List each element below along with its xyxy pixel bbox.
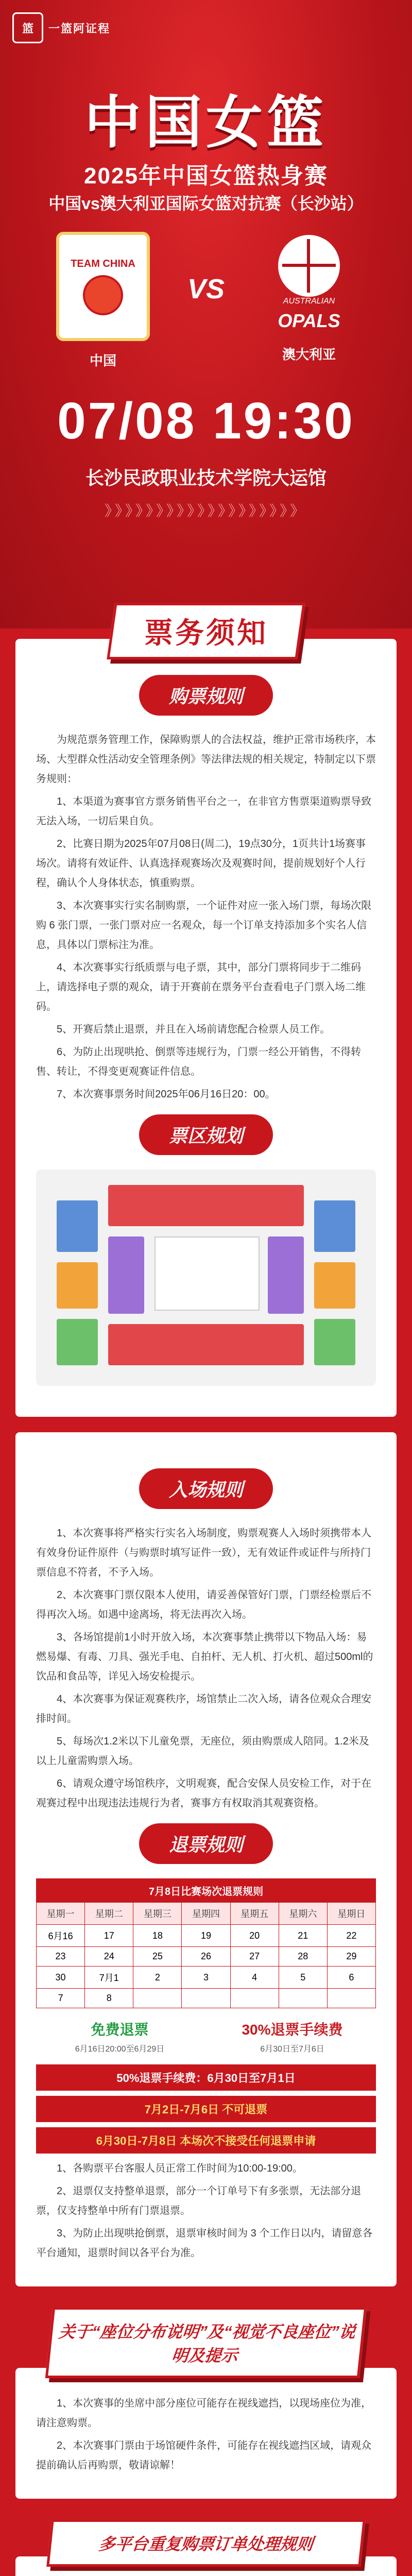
refund-rules-title: 退票规则 [139, 1823, 273, 1864]
weekday: 星期六 [279, 1903, 327, 1925]
seat-zone [57, 1262, 98, 1309]
home-team-name: 中国 [89, 353, 116, 368]
refund-tiers [36, 2015, 376, 2057]
date-cell: 6 [327, 1967, 375, 1989]
ticket-notice-banner [107, 603, 305, 659]
rule-item: 2、比赛日期为2025年07月08日(周二)，19点30分，1页共计1场赛事场次。请将有效证件、认真选择观赛场次及观赛时间，提前规划好个人行程，确认个人身体状态，慎重购票。 [36, 838, 366, 889]
date-cell: 7 [37, 1989, 85, 2008]
date-cell: 5 [279, 1967, 327, 1989]
date-cell: 7月1 [85, 1967, 133, 1989]
refund-calendar [36, 1878, 376, 2008]
brand [12, 12, 110, 43]
rule-item: 6、请观众遵守场馆秩序，文明观赛，配合安保人员安检工作，对于在观赛过程中出现违法违规行为者，赛事方有权取消其观赛资格。 [36, 1778, 372, 1809]
basketball-court [154, 1236, 260, 1311]
rule-item: 3、本次赛事实行实名制购票，一个证件对应一张入场门票，每场次限购 6 张门票，一张门票对应一名观众，每一个订单支持添加多个实名人信息，具体以门票标注为准。 [36, 900, 372, 951]
hero-match-title: 中国vs澳大利亚国际女篮对抗赛（长沙站） [48, 194, 364, 213]
weekday: 星期五 [230, 1903, 279, 1925]
rule-item: 5、开赛后禁止退票，并且在入场前请您配合检票人员工作。 [57, 1024, 331, 1035]
rule-item: 1、各购票平台客服人员正常工作时间为10:00-19:00。 [57, 2163, 303, 2174]
free-refund [36, 2015, 203, 2057]
seat-zone [108, 1236, 144, 1314]
brand-logo-icon: 篮 [12, 12, 43, 43]
crest-text: TEAM CHINA [71, 258, 135, 269]
rule-item: 1、本渠道为赛事官方票务销售平台之一，在非官方售票渠道购票导致无法入场，一切后果自负。 [36, 796, 372, 827]
date-cell: 3 [182, 1967, 230, 1989]
seat-zone [108, 1185, 304, 1226]
seat-zone [314, 1200, 355, 1252]
calendar-caption: 7月8日比赛场次退票规则 [37, 1879, 376, 1903]
brand-name: 一篮阿证程 [48, 22, 111, 35]
weekday: 星期一 [37, 1903, 85, 1925]
purchase-rules-card [15, 639, 397, 1417]
main-content [0, 603, 412, 2576]
rule-item: 2、本次赛事门票由于场馆硬件条件，可能存在视线遮挡区域，请观众提前确认后再购票，敬请谅解！ [36, 2440, 372, 2471]
crest-small-text: AUSTRALIAN [283, 297, 335, 306]
arrows-decoration: 》》》》》》》》》》》》》》》》》》》 [104, 503, 307, 519]
date-cell: 23 [37, 1947, 85, 1967]
seat-zone [268, 1236, 304, 1314]
date-cell [279, 1989, 327, 2008]
rule-item: 3、各场馆提前1小时开放入场，本次赛事禁止携带以下物品入场：易燃易爆、有毒、刀具、强光手电、自拍杆、无人机、打火机、超过500ml的饮品和食品等，详见入场安检提示。 [36, 1632, 373, 1682]
date-cell: 20 [230, 1925, 279, 1947]
basketball-icon [278, 235, 340, 297]
date-cell: 24 [85, 1947, 133, 1967]
date-cell: 4 [230, 1967, 279, 1989]
seat-zone [57, 1319, 98, 1365]
seat-map [36, 1170, 376, 1386]
date-cell [327, 1989, 375, 2008]
weekday: 星期三 [133, 1903, 182, 1925]
date-cell: 27 [230, 1947, 279, 1967]
venue: 长沙民政职业技术学院大运馆 [85, 467, 327, 488]
weekday: 星期二 [85, 1903, 133, 1925]
rule-item: 2、退票仅支持整单退票，部分一个订单号下有多张票，无法部分退票，仅支持整单中所有门票退票。 [36, 2185, 362, 2216]
date-cell: 30 [37, 1967, 85, 1989]
banner-text: 票务须知 [144, 617, 268, 649]
purchase-rules-title: 购票规则 [139, 675, 273, 716]
date-cell: 28 [279, 1947, 327, 1967]
seat-zone [314, 1319, 355, 1365]
seat-zone [108, 1324, 304, 1365]
rule-item: 6、为防止出现哄抢、倒票等违规行为，门票一经公开销售，不得转售、转让，不得变更观赛证件信息。 [36, 1046, 362, 1077]
refund-bar: 50%退票手续费：6月30日至7月1日 [36, 2064, 376, 2091]
date-cell [230, 1989, 279, 2008]
date-cell [182, 1989, 230, 2008]
date-cell: 29 [327, 1947, 375, 1967]
duplicate-order-banner: 多平台重复购票订单处理规则 [46, 2519, 366, 2567]
hero-subtitle: 2025年中国女篮热身赛 [84, 163, 328, 189]
match-datetime: 07/08 19:30 [57, 392, 355, 450]
date-cell: 21 [279, 1925, 327, 1947]
seat-visibility-banner: 关于“座位分布说明”及“视觉不良座位”说明及提示 [45, 2307, 367, 2378]
fee-refund [209, 2015, 376, 2057]
refund-bar: 7月2日-7月6日 不可退票 [36, 2096, 376, 2122]
rule-item: 1、本次赛事将严格实行实名入场制度，购票观赛人入场时须携带本人有效身份证件原件（与购票时填写证件一致），无有效证件或证件与所持门票信息不符者，不予入场。 [36, 1528, 372, 1578]
crest-big-text: OPALS [278, 310, 340, 331]
date-cell: 22 [327, 1925, 375, 1947]
entry-rules-card [15, 1432, 397, 2286]
fee-refund-title: 30%退票手续费 [242, 2022, 343, 2038]
weekday: 星期日 [327, 1903, 375, 1925]
entry-rules-title: 入场规则 [139, 1468, 273, 1509]
date-cell: 26 [182, 1947, 230, 1967]
seat-zone [314, 1262, 355, 1309]
fee-refund-dates: 6月30日至7月6日 [260, 2045, 324, 2054]
date-cell: 25 [133, 1947, 182, 1967]
date-cell: 6月16 [37, 1925, 85, 1947]
rule-item: 3、为防止出现哄抢倒票，退票审核时间为 3 个工作日以内，请留意各平台通知，退票时间以各平台为准。 [36, 2228, 373, 2259]
date-cell: 8 [85, 1989, 133, 2008]
date-cell: 17 [85, 1925, 133, 1947]
free-refund-dates: 6月16日20:00至6月29日 [75, 2045, 165, 2054]
date-cell: 2 [133, 1967, 182, 1989]
date-cell: 19 [182, 1925, 230, 1947]
seat-visibility-card [15, 2368, 397, 2499]
hero [0, 0, 412, 629]
weekday: 星期四 [182, 1903, 230, 1925]
away-team-name: 澳大利亚 [282, 347, 336, 362]
refund-bar: 6月30日-7月8日 本场次不接受任何退票申请 [36, 2127, 376, 2154]
seat-zone [57, 1200, 98, 1252]
seat-zones-title: 票区规划 [139, 1114, 273, 1155]
rule-item: 4、本次赛事为保证观赛秩序，场馆禁止二次入场，请各位观众合理安排时间。 [36, 1693, 372, 1724]
intro-text: 为规范票务管理工作，保障购票人的合法权益，维护正常市场秩序，本场、大型群众性活动安全管理条例》等法律法规的相关规定，特制定以下票务规则： [36, 734, 376, 785]
date-cell [133, 1989, 182, 2008]
free-refund-title: 免费退票 [91, 2022, 149, 2038]
opals-crest-icon [265, 232, 353, 335]
hero-title: 中国女篮 [84, 90, 328, 156]
away-team [252, 232, 366, 363]
date-cell: 18 [133, 1925, 182, 1947]
vs-label: VS [187, 274, 225, 304]
rule-item: 7、本次赛事票务时间2025年06月16日20：00。 [57, 1089, 276, 1100]
rule-item: 5、每场次1.2米以下儿童免票，无座位，须由购票成人陪同。1.2米及以上儿童需购票入场。 [36, 1736, 369, 1767]
rule-item: 1、本次赛事的坐席中部分座位可能存在视线遮挡，以现场座位为准，请注意购票。 [36, 2398, 372, 2429]
rule-item: 2、本次赛事门票仅限本人使用，请妥善保管好门票，门票经检票后不得再次入场。如遇中途离场，将无法再次入场。 [36, 1589, 372, 1620]
rule-item: 4、本次赛事实行纸质票与电子票，其中，部分门票将同步于二维码上，请选择电子票的观众，请于开赛前在票务平台查看电子门票入场二维码。 [36, 962, 366, 1012]
